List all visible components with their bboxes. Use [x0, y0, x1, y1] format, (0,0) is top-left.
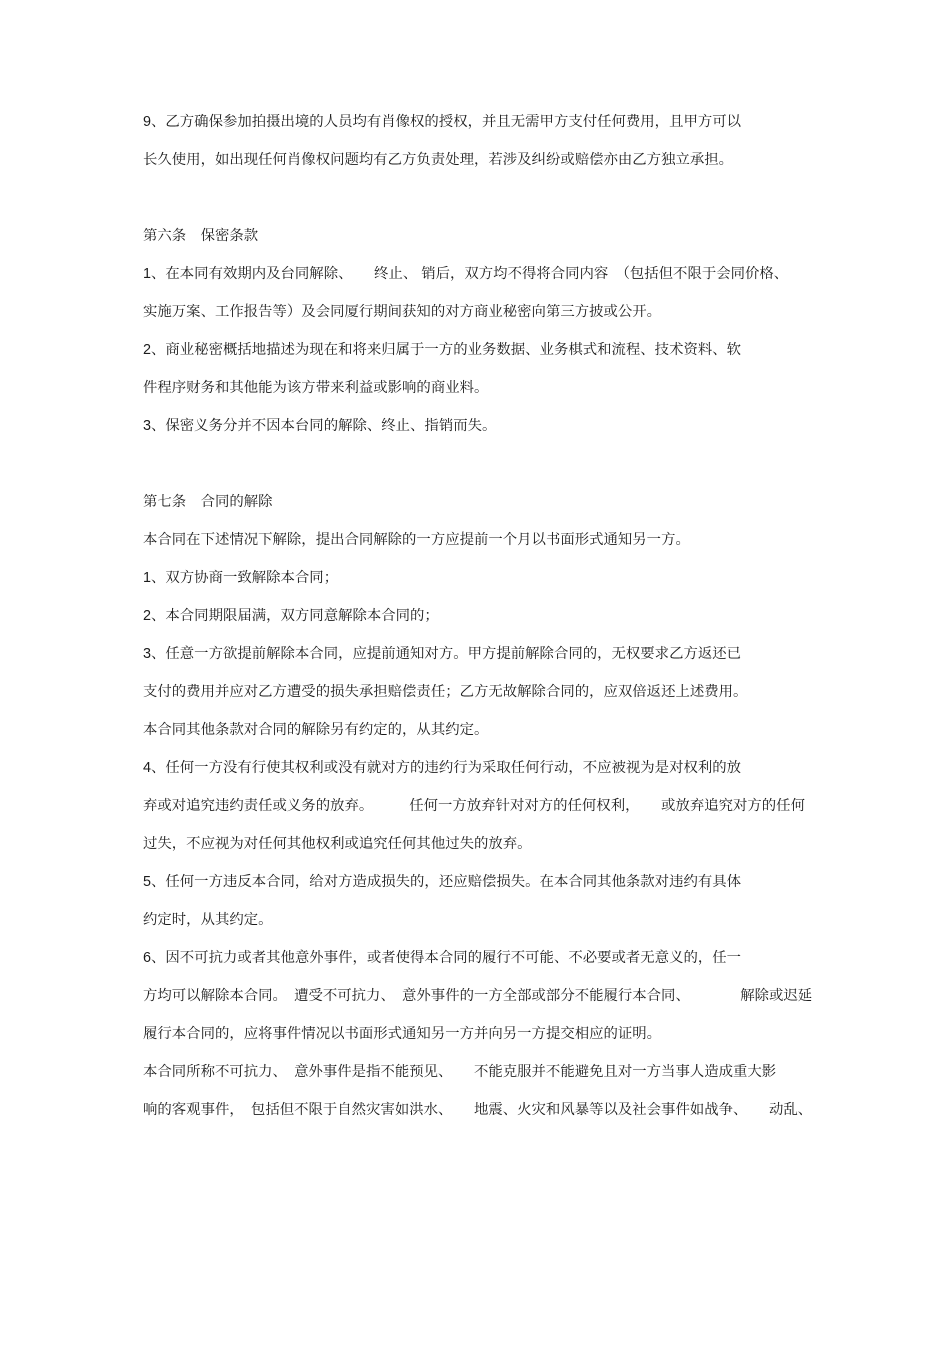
- text-line: 3、保密义务分并不因本台同的解除、终止、指销而失。: [143, 418, 497, 434]
- text-line: 6、因不可抗力或者其他意外事件，或者使得本合同的履行不可能、不必要或者无意义的，任一: [143, 950, 742, 966]
- text-line: 4、任何一方没有行使其权利或没有就对方的违约行为采取任何行动，不应被视为是对权利的放: [143, 760, 742, 776]
- text-line: 实施万案、工作报告等）及会同厦行期间获知的对方商业秘密向第三方披或公开。: [143, 304, 662, 320]
- text-line: 约定时，从其约定。: [143, 912, 273, 928]
- text-line: 5、任何一方违反本合同，给对方造成损失的，还应赔偿损失。在本合同其他条款对违约有具体: [143, 874, 742, 890]
- document-body: [143, 103, 830, 1129]
- text-line: 履行本合同的，应将事件情况以书面形式通知另一方并向另一方提交相应的证明。: [143, 1026, 662, 1042]
- text-line: 支付的费用并应对乙方遭受的损失承担赔偿责任；乙方无故解除合同的，应双倍返还上述费用。: [143, 684, 748, 700]
- text-line: 方均可以解除本合同。 遭受不可抗力、 意外事件的一方全部或部分不能履行本合同、 解除或迟延: [143, 988, 813, 1004]
- text-line: 2、商业秘密概括地描述为现在和将来归属于一方的业务数据、业务棋式和流程、技术资料、软: [143, 342, 742, 358]
- text-line: 本合同所称不可抗力、 意外事件是指不能预见、 不能克服并不能避免且对一方当事人造成重大影: [143, 1064, 777, 1080]
- text-line: 弃或对追究违约责任或义务的放弃。 任何一方放弃针对对方的任何权利， 或放弃追究对方的任何: [143, 798, 805, 814]
- text-line: 件程序财务和其他能为该方带来利益或影响的商业料。: [143, 380, 489, 396]
- text-line: 9、乙方确保参加拍摄出境的人员均有肖像权的授权，并且无需甲方支付任何费用，且甲方可以: [143, 114, 742, 130]
- section-heading: 第六条 保密条款: [143, 228, 259, 244]
- text-line: 长久使用，如出现任何肖像权问题均有乙方负责处理，若涉及纠纷或赔偿亦由乙方独立承担。: [143, 152, 734, 168]
- section-heading: 第七条 合同的解除: [143, 494, 273, 510]
- text-line: 1、在本同有效期内及台同解除、 终止、 销后，双方均不得将合同内容 （包括但不限于会同价格、: [143, 266, 789, 282]
- text-line: 过失，不应视为对任何其他权利或追究任何其他过失的放弃。: [143, 836, 532, 852]
- text-line: 1、双方协商一致解除本合同；: [143, 570, 339, 586]
- text-line: 本合同在下述情况下解除，提出合同解除的一方应提前一个月以书面形式通知另一方。: [143, 532, 690, 548]
- text-line: 响的客观事件， 包括但不限于自然灾害如洪水、 地震、火灾和风暴等以及社会事件如战争、 动乱、: [143, 1102, 813, 1118]
- text-line: 本合同其他条款对合同的解除另有约定的，从其约定。: [143, 722, 489, 738]
- text-line: 3、任意一方欲提前解除本合同，应提前通知对方。甲方提前解除合同的，无权要求乙方返还已: [143, 646, 742, 662]
- text-line: 2、本合同期限届满，双方同意解除本合同的；: [143, 608, 439, 624]
